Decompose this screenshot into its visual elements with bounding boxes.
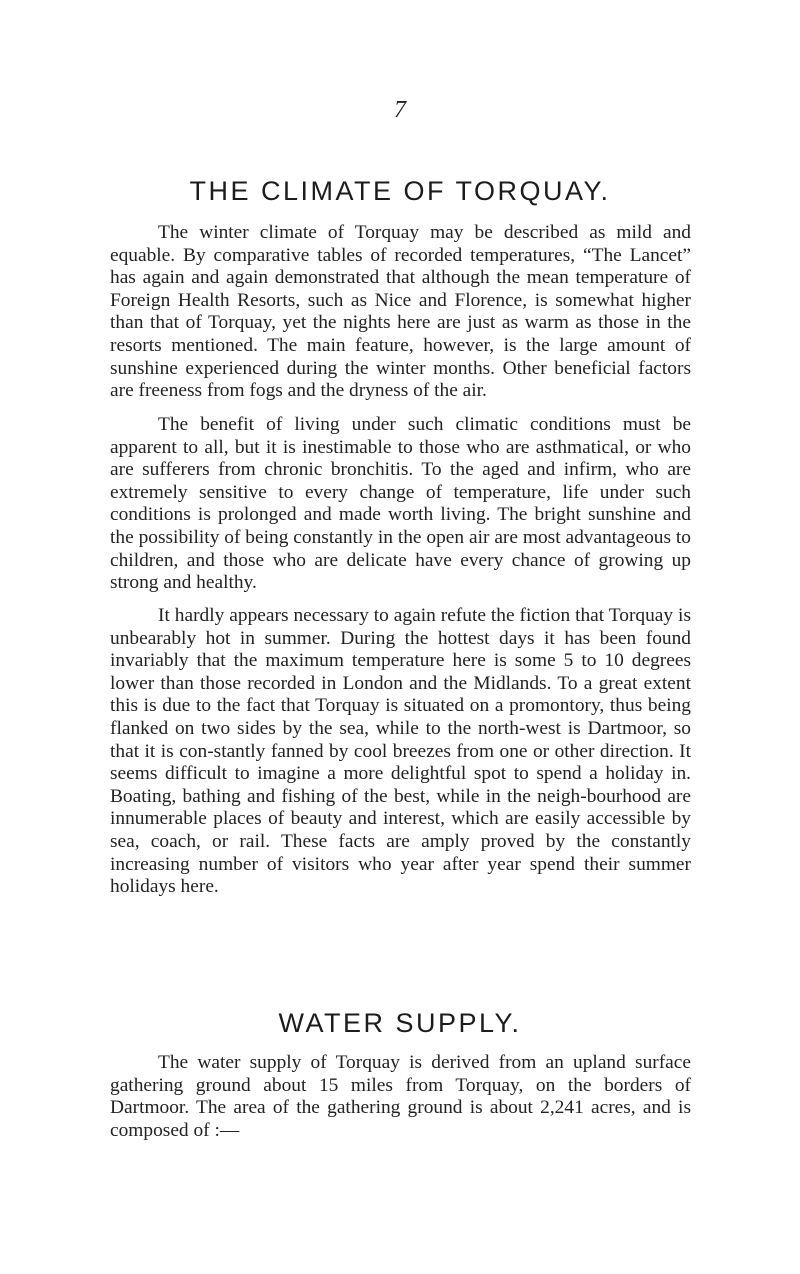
paragraph-winter-climate: The winter climate of Torquay may be described as mild and equable. By comparative tables of recorded temperatures, “The Lancet” has again and again demonstrated that although the mean temperature of Foreign Health Resorts, such as Nice and Florence, is somewhat higher than that of Torquay, yet the nights here are just as warm as those in the resorts mentioned. The main feature, however, is the large amount of sunshine experienced during the winter months. Other beneficial factors are freeness from fogs and the dryness of the air. [110, 222, 691, 402]
section-heading-water-supply: WATER SUPPLY. [278, 1008, 522, 1038]
paragraph-water-supply: The water supply of Torquay is derived from an upland surface gathering ground about 15 miles from Torquay, on the borders of Dartmoor. The area of the gathering ground is about 2,241 acres, and is composed of :— [110, 1052, 691, 1141]
section-heading-climate: THE CLIMATE OF TORQUAY. [189, 176, 611, 206]
page-number: 7 [394, 97, 406, 123]
paragraph-summer: It hardly appears necessary to again refute the fiction that Torquay is unbearably hot in summer. During the hottest days it has been found invariably that the maximum temperature here is some 5 to 10 degrees lower than those recorded in London and the Midlands. To a great extent this is due to the fact that Torquay is situated on a promontory, thus being flanked on two sides by the sea, while to the north-west is Dartmoor, so that it is con-stantly fanned by cool breezes from one or other direction. It seems difficult to imagine a more delightful spot to spend a holiday in. Boating, bathing and fishing of the best, while in the neigh-bourhood are innumerable places of beauty and interest, which are easily accessible by sea, coach, or rail. These facts are amply proved by the constantly increasing number of visitors who year after year spend their summer holidays here. [110, 605, 691, 898]
paragraph-benefit: The benefit of living under such climatic conditions must be apparent to all, but it is inestimable to those who are asthmatical, or who are sufferers from chronic bronchitis. To the aged and infirm, who are extremely sensitive to every change of temperature, life under such conditions is prolonged and made worth living. The bright sunshine and the possibility of being constantly in the open air are most advantageous to children, and those who are delicate have every chance of growing up strong and healthy. [110, 414, 691, 594]
